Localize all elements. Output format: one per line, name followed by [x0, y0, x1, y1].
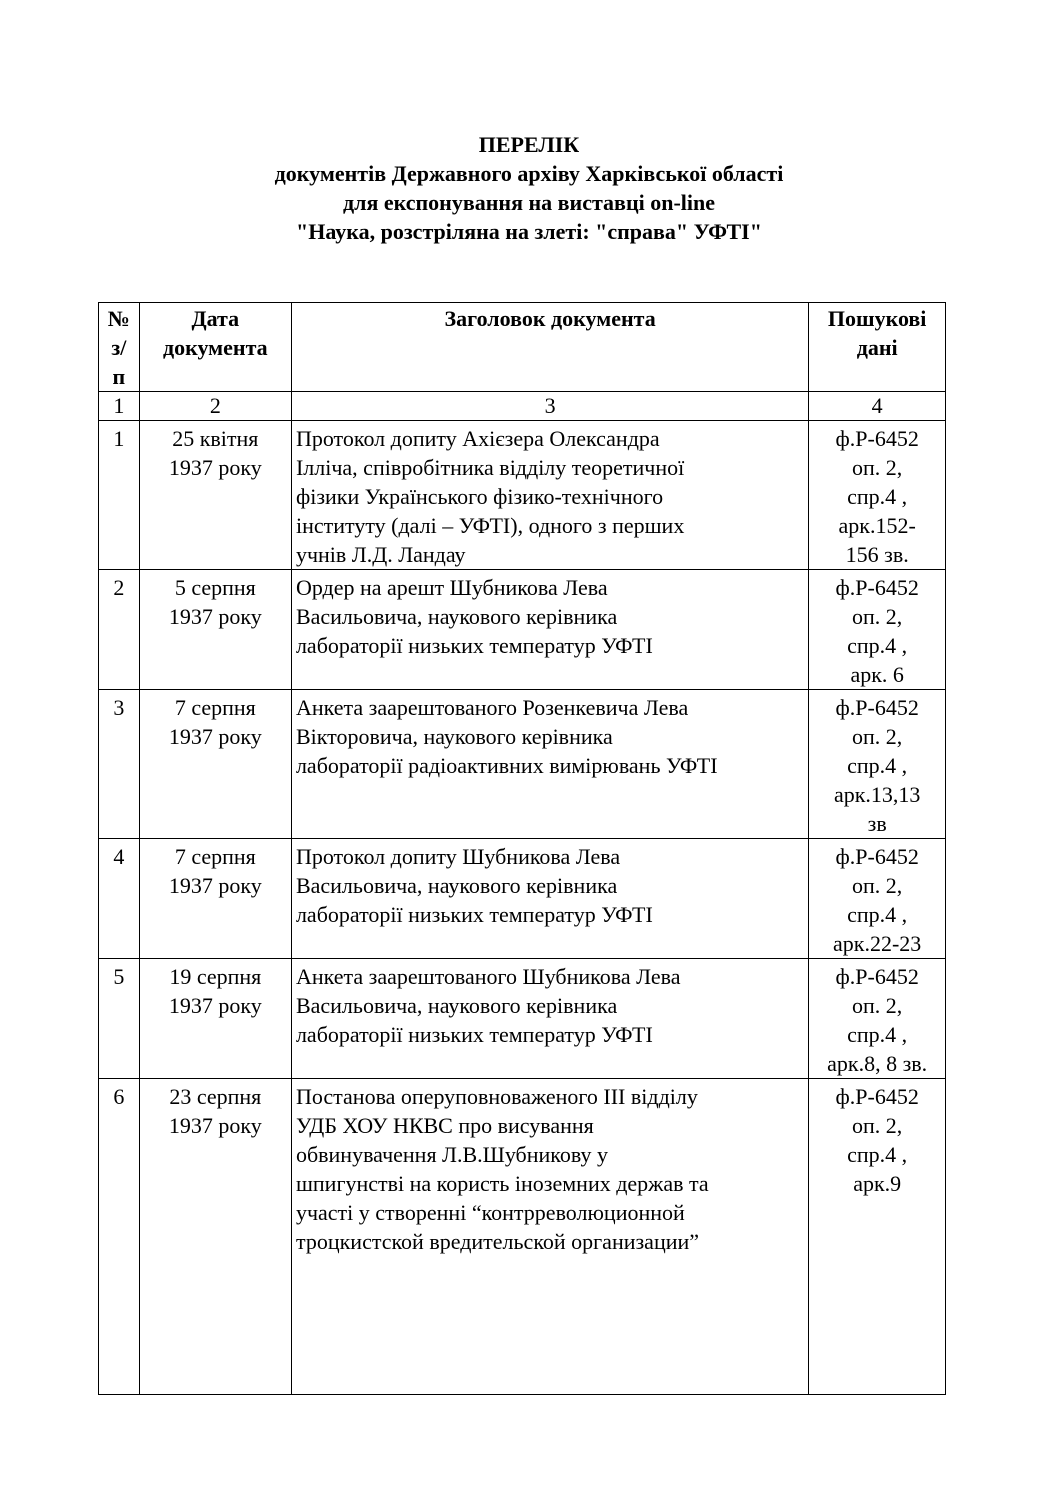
row-date: 19 серпня 1937 року [139, 959, 291, 1079]
table-header-row [99, 303, 946, 392]
row-title: Протокол допиту Ахієзера Олександра Ілліча, співробітника відділу теоретичної фізики Українського фізико-технічного інституту (далі – УФТІ), одного з перших учнів Л.Д. Ландау [291, 421, 808, 570]
documents-table [98, 302, 946, 1395]
row-title: Анкета заарештованого Шубникова Лева Васильовича, наукового керівника лабораторії низьких температур УФТІ [291, 959, 808, 1079]
row-number: 6 [99, 1079, 140, 1395]
table-row [99, 1079, 946, 1395]
row-reference: ф.Р-6452 оп. 2, спр.4 , арк.13,13 зв [809, 690, 946, 839]
header-date: Дата документа [139, 303, 291, 392]
heading-line-4: "Наука, розстріляна на злеті: "справа" УФТІ" [296, 219, 762, 244]
row-reference: ф.Р-6452 оп. 2, спр.4 , арк. 6 [809, 570, 946, 690]
table-row [99, 421, 946, 570]
row-title: Постанова оперуповноваженого ІІІ відділу УДБ ХОУ НКВС про висування обвинувачення Л.В.Шубникову у шпигунстві на користь іноземних держав та участі у створенні “контрреволюционной троцкистской вредительской организации” [291, 1079, 808, 1395]
table-row [99, 959, 946, 1079]
row-date: 7 серпня 1937 року [139, 690, 291, 839]
column-number: 4 [809, 392, 946, 421]
row-number: 5 [99, 959, 140, 1079]
row-number: 3 [99, 690, 140, 839]
row-date: 7 серпня 1937 року [139, 839, 291, 959]
row-date: 23 серпня 1937 року [139, 1079, 291, 1395]
row-reference: ф.Р-6452 оп. 2, спр.4 , арк.22-23 [809, 839, 946, 959]
row-title: Анкета заарештованого Розенкевича Лева Вікторовича, наукового керівника лабораторії радіоактивних вимірювань УФТІ [291, 690, 808, 839]
row-title: Ордер на арешт Шубникова Лева Васильовича, наукового керівника лабораторії низьких температур УФТІ [291, 570, 808, 690]
column-number-row [99, 392, 946, 421]
table-row [99, 690, 946, 839]
header-reference: Пошукові дані [809, 303, 946, 392]
row-reference: ф.Р-6452 оп. 2, спр.4 , арк.9 [809, 1079, 946, 1395]
header-title: Заголовок документа [291, 303, 808, 392]
row-reference: ф.Р-6452 оп. 2, спр.4 , арк.8, 8 зв. [809, 959, 946, 1079]
row-date: 5 серпня 1937 року [139, 570, 291, 690]
heading-line-3: для експонування на виставці on-line [342, 190, 716, 215]
column-number: 3 [291, 392, 808, 421]
table-row [99, 570, 946, 690]
header-number: № з/ п [99, 303, 140, 392]
heading-line-1: ПЕРЕЛІК [478, 132, 580, 157]
table-row [99, 839, 946, 959]
row-reference: ф.Р-6452 оп. 2, спр.4 , арк.152- 156 зв. [809, 421, 946, 570]
column-number: 2 [139, 392, 291, 421]
row-date: 25 квітня 1937 року [139, 421, 291, 570]
row-title: Протокол допиту Шубникова Лева Васильовича, наукового керівника лабораторії низьких температур УФТІ [291, 839, 808, 959]
heading-line-2: документів Державного архіву Харківської області [274, 161, 784, 186]
row-number: 1 [99, 421, 140, 570]
column-number: 1 [99, 392, 140, 421]
row-number: 2 [99, 570, 140, 690]
document-heading [0, 130, 1058, 246]
row-number: 4 [99, 839, 140, 959]
